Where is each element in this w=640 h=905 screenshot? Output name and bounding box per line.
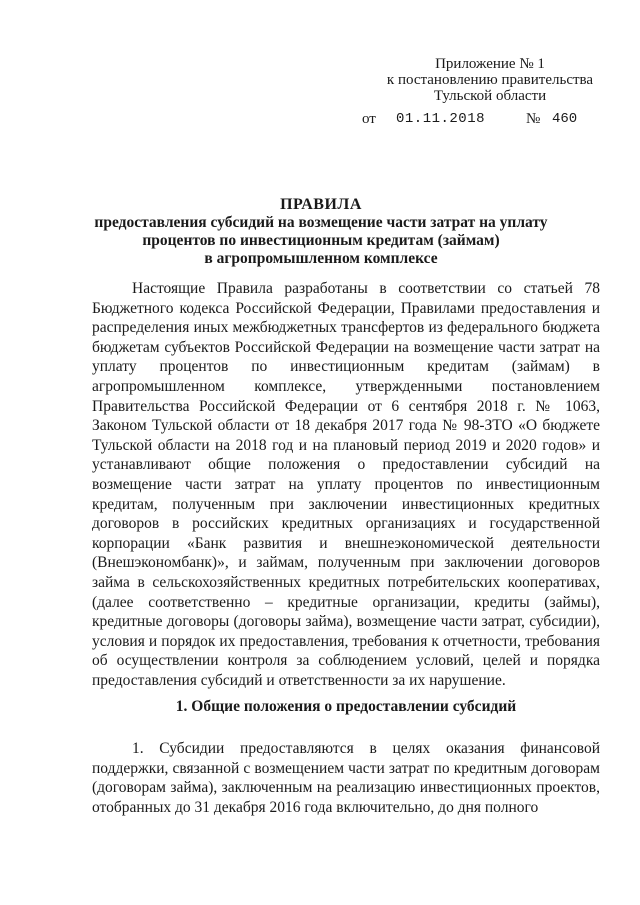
- title-line-3: в агропромышленном комплексе: [204, 250, 438, 267]
- section-heading: 1. Общие положения о предоставлении субсидий: [175, 698, 517, 715]
- appendix-block: [370, 56, 610, 104]
- appendix-line-3: Тульской области: [433, 88, 547, 104]
- appendix-line-2: к постановлению правительства: [386, 72, 594, 88]
- title-line-1: предоставления субсидий на возмещение части затрат на уплату: [94, 214, 548, 231]
- number-label: №: [526, 111, 541, 127]
- intro-paragraph: Настоящие Правила разработаны в соответствии со статьей 78 Бюджетного кодекса Российской Федерации, Правилами предоставления и распределения иных межбюджетных трансфертов из федерального бюджета бюджетам субъектов Российской Федерации на возмещение части затрат на уплату процентов по инвестиционным кредитам (займам) в агропромышленном комплексе, утвержденными постановлением Правительства Российской Федерации от 6 сентября 2018 г. № 1063, Законом Тульской области от 18 декабря 2017 года № 98-ЗТО «О бюджете Тульской области на 2018 год и на плановый период 2019 и 2020 годов» и устанавливают общие положения о предоставлении субсидий на возмещение части затрат на уплату процентов по инвестиционным кредитам, полученным при заключении инвестиционных кредитных договоров в российских кредитных организациях и государственной корпорации «Банк развития и внешнеэкономической деятельности (Внешэкономбанк)», и займам, полученным при заключении договоров займа в сельскохозяйственных кредитных потребительских кооперативах, (далее соответственно – кредитные организации, кредиты (займы), кредитные договоры (договоры займа), возмещение части затрат, субсидии), условия и порядок их предоставления, требования к отчетности, требования об осуществлении контроля за соблюдением условий, целей и порядка предоставления субсидий и ответственности за их нарушение.: [92, 280, 600, 689]
- from-label: от: [362, 111, 376, 127]
- decree-number: 460: [552, 111, 578, 127]
- decree-date: 01.11.2018: [396, 111, 486, 127]
- title-main: ПРАВИЛА: [280, 196, 362, 213]
- document-title: [90, 196, 552, 268]
- section-paragraph-1: 1. Субсидии предоставляются в целях оказания финансовой поддержки, связанной с возмещением части затрат по кредитным договорам (договорам займа), заключенным на реализацию инвестиционных проектов, отобранных до 31 декабря 2016 года включительно, до дня полного: [92, 740, 600, 816]
- title-line-2: процентов по инвестиционным кредитам (займам): [142, 232, 500, 249]
- appendix-line-1: Приложение № 1: [435, 56, 545, 72]
